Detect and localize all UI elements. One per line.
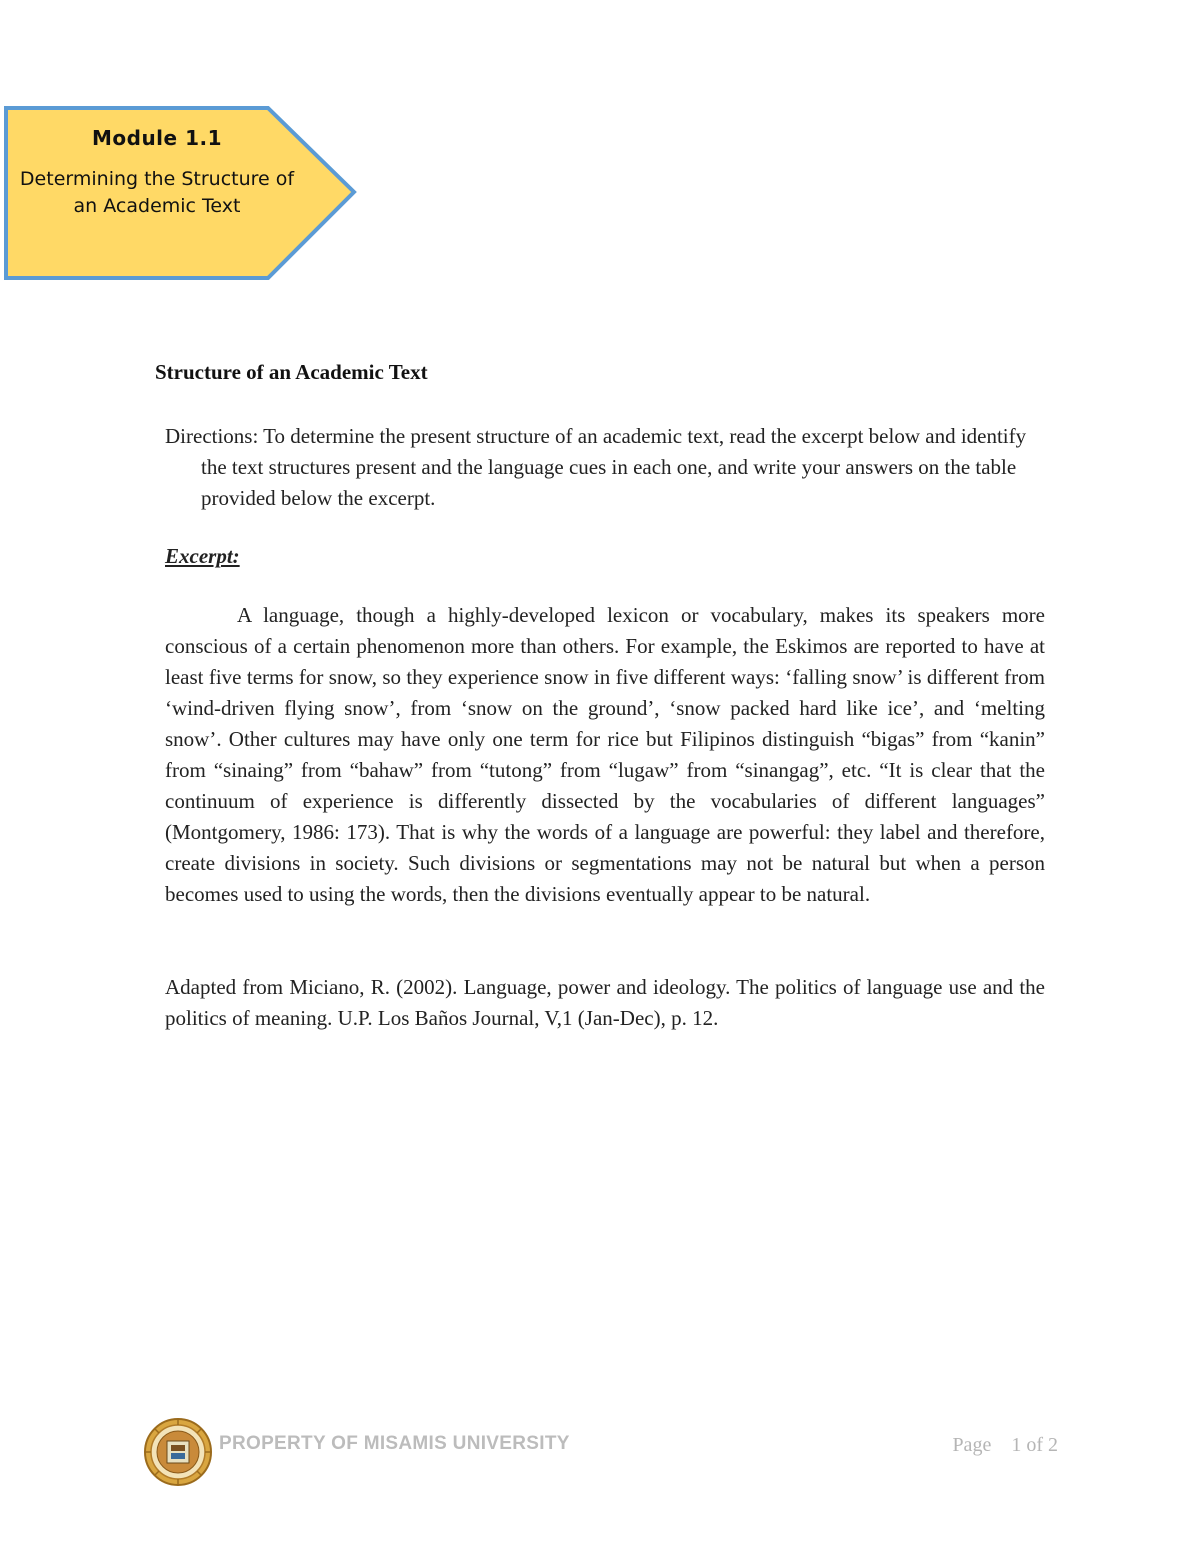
source-citation: Adapted from Miciano, R. (2002). Language, power and ideology. The politics of language use and the politics of meaning. U.P. Los Baños Journal, V,1 (Jan-Dec), p. 12. [165,975,1045,1030]
banner-text [8,126,306,220]
module-banner [0,104,362,284]
footer-page-number [952,1434,1058,1457]
module-title: Module 1.1 [91,126,222,150]
section-heading: Structure of an Academic Text [155,360,428,384]
directions-text: Directions: To determine the present structure of an academic text, read the excerpt below and identify the text structures present and the language cues in each one, and write your answers on the table provided below the excerpt. [165,424,1027,510]
footer-property-text: PROPERTY OF MISAMIS UNIVERSITY [219,1433,570,1454]
page-number: 1 of 2 [1011,1434,1058,1456]
module-subtitle: Determining the Structure of an Academic Text [19,168,295,217]
excerpt-heading: Excerpt: [165,544,240,568]
misamis-university-seal-icon [143,1417,213,1487]
page-label: Page [952,1434,992,1456]
excerpt-body: A language, though a highly-developed lexicon or vocabulary, makes its speakers more conscious of a certain phenomenon more than others. For example, the Eskimos are reported to have at least five terms for snow, so they experience snow in five different ways: ‘falling snow’ is different from ‘wind-driven flying snow’, from ‘snow on the ground’, ‘snow packed hard like ice’, and ‘melting snow’. Other cultures may have only one term for rice but Filipinos distinguish “bigas” from “kanin” from “sinaing” from “bahaw” from “tutong” from “lugaw” from “sinangag”, etc. “It is clear that the continuum of experience is differently dissected by the vocabularies of different languages” (Montgomery, 1986: 173). That is why the words of a language are powerful: they label and therefore, create divisions in society. Such divisions or segmentations may not be natural but when a person becomes used to using the words, then the divisions eventually appear to be natural. [165,603,1045,906]
